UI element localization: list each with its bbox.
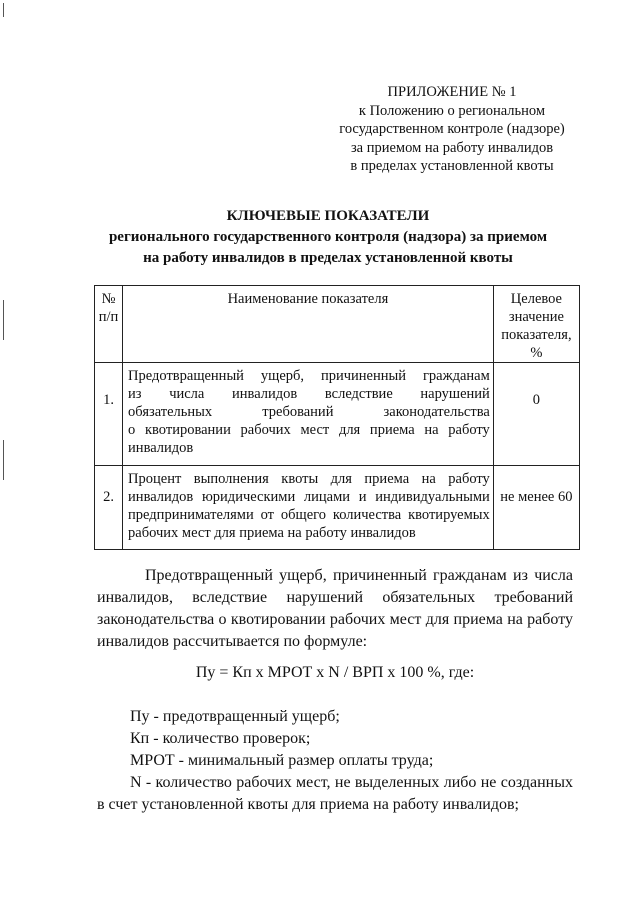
definition-item: Кп - количество проверок;: [130, 730, 311, 747]
row-name-line: инвалидов: [128, 440, 194, 456]
definition-item: Пу - предотвращенный ущерб;: [130, 708, 340, 725]
row-name-line: Предотвращенный ущерб, причиненный гражданам: [128, 368, 490, 384]
row-name-line: обязательных требований законодательства: [128, 404, 490, 420]
scan-artifact: [3, 440, 4, 480]
table-row: [95, 466, 580, 550]
header-num: [95, 286, 123, 363]
paragraph-line: Предотвращенный ущерб, причиненный гражданам из числа: [145, 567, 573, 584]
appendix-line: за приемом на работу инвалидов: [350, 139, 554, 156]
definition-item-continuation: в счет установленной квоты для приема на работу инвалидов;: [97, 796, 519, 813]
row-name: [123, 363, 494, 466]
row-num: [95, 466, 123, 550]
indicators-table: [94, 285, 580, 550]
row-value-text: не менее 60: [500, 489, 573, 505]
definition-item: МРОТ - минимальный размер оплаты труда;: [130, 752, 434, 769]
row-name-line: рабочих мест для приема на работу инвалидов: [128, 525, 416, 541]
row-num-text: 1.: [103, 392, 114, 408]
appendix-line: государственном контроле (надзоре): [339, 121, 565, 137]
paragraph-line: законодательства о квотировании рабочих мест для приема на работу: [97, 611, 573, 628]
row-value: [493, 466, 579, 550]
scan-artifact: [3, 3, 4, 17]
table-row: [95, 363, 580, 466]
row-name-line: из числа инвалидов вследствие нарушений: [128, 386, 490, 402]
row-num-text: 2.: [103, 489, 114, 505]
row-name-line: инвалидов юридическими лицами и индивидуальными: [128, 489, 490, 505]
table-header-row: [95, 286, 580, 363]
title-line: КЛЮЧЕВЫЕ ПОКАЗАТЕЛИ: [226, 208, 430, 224]
header-num-line: п/п: [98, 309, 119, 325]
header-value-line: Целевое: [510, 291, 562, 307]
definition-item: N - количество рабочих мест, не выделенных либо не созданных: [130, 774, 573, 791]
row-name: [123, 466, 494, 550]
header-name-text: Наименование показателя: [227, 291, 389, 307]
appendix-header: [318, 83, 586, 176]
row-name-line: Процент выполнения квоты для приема на работу: [128, 471, 490, 487]
row-value: [493, 363, 579, 466]
header-value-line: значение: [508, 309, 564, 325]
title-line: регионального государственного контроля (надзора) за приемом: [108, 229, 548, 245]
header-num-line: №: [101, 291, 116, 307]
title-line: на работу инвалидов в пределах установленной квоты: [143, 250, 513, 266]
row-name-line: предпринимателями от общего количества квотируемых: [128, 507, 490, 523]
paragraph-line: инвалидов, вследствие нарушений обязательных требований: [97, 589, 573, 606]
row-name-line: о квотировании рабочих мест для приема на работу: [128, 422, 490, 438]
header-value-line: %: [530, 345, 543, 361]
appendix-line: в пределах установленной квоты: [350, 158, 554, 174]
scan-artifact: [3, 300, 4, 340]
formula: Пу = Кп x МРОТ x N / ВРП x 100 %, где:: [195, 664, 475, 681]
definitions-list: [97, 706, 573, 816]
header-name: [123, 286, 494, 363]
row-value-text: 0: [532, 392, 541, 408]
paragraph-line: инвалидов рассчитывается по формуле:: [97, 633, 368, 650]
document-title: [60, 206, 596, 269]
appendix-line: ПРИЛОЖЕНИЕ № 1: [387, 84, 517, 100]
appendix-line: к Положению о региональном: [358, 102, 546, 119]
header-value: [493, 286, 579, 363]
row-num: [95, 363, 123, 466]
formula-intro-paragraph: [97, 565, 573, 653]
header-value-line: показателя,: [501, 327, 572, 343]
